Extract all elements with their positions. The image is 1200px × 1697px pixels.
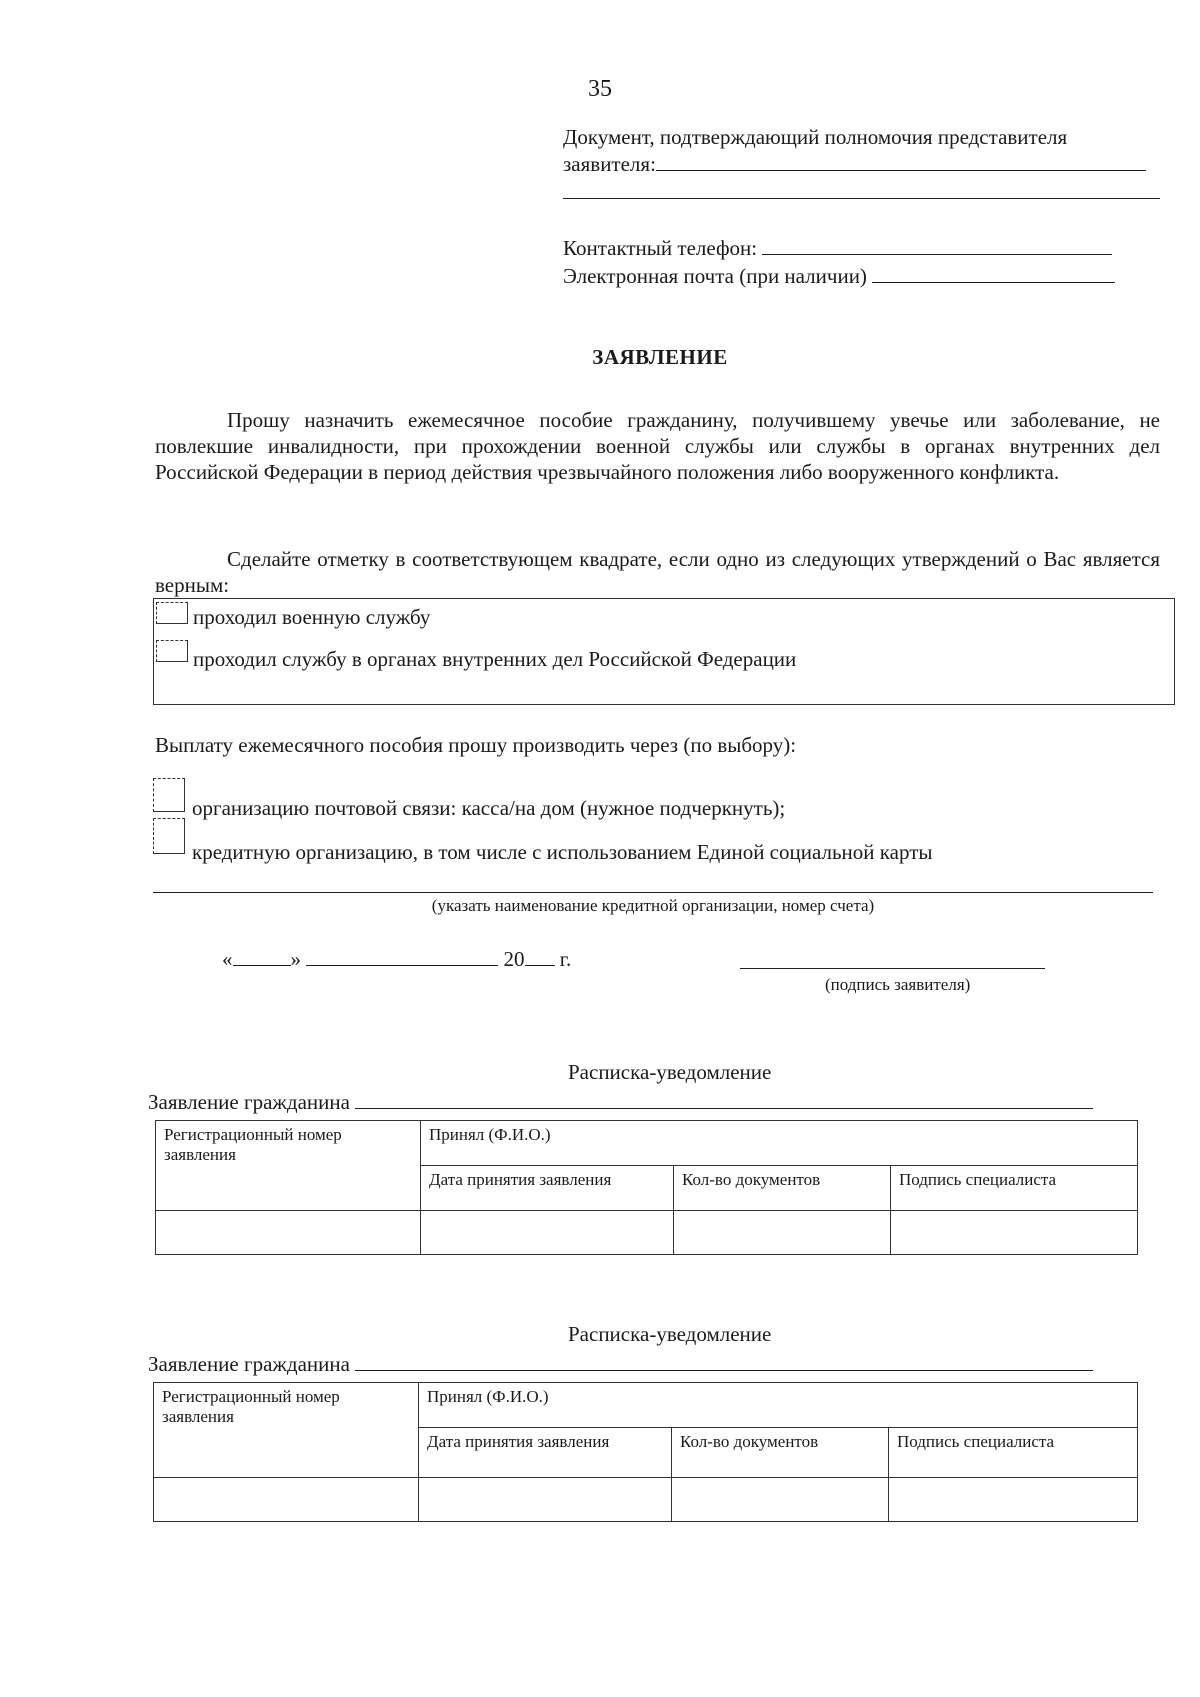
receipt-reg-number-1: Регистрационный номер заявления <box>156 1121 421 1211</box>
receipt-citizen-line-1 <box>148 1088 1093 1115</box>
receipt-citizen-label-2: Заявление гражданина <box>148 1352 350 1376</box>
date-close-quote: » <box>290 947 301 971</box>
receipt-title-1: Расписка-уведомление <box>568 1060 772 1084</box>
receipt-accepted-by-1: Принял (Ф.И.О.) <box>421 1121 1138 1166</box>
payment-option-bank: кредитную организацию, в том числе с использованием Единой социальной карты <box>192 840 933 864</box>
document-title: ЗАЯВЛЕНИЕ <box>592 345 728 369</box>
receipt-date-cell-2[interactable] <box>419 1478 672 1522</box>
receipt-date-accepted-1: Дата принятия заявления <box>421 1166 674 1211</box>
receipt-docs-count-2: Кол-во документов <box>672 1428 889 1478</box>
receipt-citizen-line-2 <box>148 1350 1093 1377</box>
bank-hint: (указать наименование кредитной организации, номер счета) <box>431 896 875 915</box>
year-prefix: 20 <box>503 947 525 971</box>
receipt-signature-cell-2[interactable] <box>889 1478 1138 1522</box>
contact-phone-field[interactable] <box>762 234 1112 255</box>
payment-option-post: организацию почтовой связи: касса/на дом (нужное подчеркнуть); <box>192 796 786 820</box>
applicant-field[interactable] <box>656 150 1146 171</box>
date-day-field[interactable] <box>233 945 291 966</box>
date-year-field[interactable] <box>525 945 555 966</box>
receipt-date-cell-1[interactable] <box>421 1211 674 1255</box>
applicant-line <box>563 150 1146 178</box>
receipt-docs-cell-1[interactable] <box>674 1211 891 1255</box>
receipt-reg-number-cell-1[interactable] <box>156 1211 421 1255</box>
applicant-field-line2[interactable] <box>563 198 1160 199</box>
receipt-specialist-signature-1: Подпись специалиста <box>891 1166 1138 1211</box>
receipt-table-1 <box>155 1120 1138 1255</box>
payment-option-checkbox-post[interactable] <box>153 778 185 812</box>
payment-option-checkbox-bank[interactable] <box>153 818 185 854</box>
year-suffix: г. <box>559 947 572 971</box>
receipt-title-2: Расписка-уведомление <box>568 1322 772 1346</box>
email-field[interactable] <box>872 262 1115 283</box>
date-line <box>222 945 571 972</box>
receipt-table-2 <box>153 1382 1138 1522</box>
receipt-citizen-field-1[interactable] <box>355 1088 1093 1109</box>
representative-doc-label: Документ, подтверждающий полномочия представителя <box>563 125 1068 149</box>
service-option-military: проходил военную службу <box>193 605 431 629</box>
contact-phone-label: Контактный телефон: <box>563 236 758 260</box>
receipt-signature-cell-1[interactable] <box>891 1211 1138 1255</box>
receipt-citizen-field-2[interactable] <box>355 1350 1093 1371</box>
date-month-field[interactable] <box>306 945 498 966</box>
signature-hint: (подпись заявителя) <box>825 975 971 994</box>
signature-field[interactable] <box>740 968 1045 969</box>
service-option-police: проходил службу в органах внутренних дел Российской Федерации <box>193 647 797 671</box>
service-option-checkbox-military[interactable] <box>156 602 188 624</box>
receipt-docs-cell-2[interactable] <box>672 1478 889 1522</box>
receipt-accepted-by-2: Принял (Ф.И.О.) <box>419 1383 1138 1428</box>
bank-details-field[interactable] <box>153 892 1153 893</box>
payment-label: Выплату ежемесячного пособия прошу производить через (по выбору): <box>155 733 797 757</box>
request-paragraph: Прошу назначить ежемесячное пособие гражданину, получившему увечье или заболевание, не повлекшие инвалидности, при прохождении военной службы или службы в органах внутренних дел Российской Федерации в период действия чрезвычайного положения либо вооруженного конфликта. <box>155 408 1160 484</box>
email-label: Электронная почта (при наличии) <box>563 264 867 288</box>
receipt-date-accepted-2: Дата принятия заявления <box>419 1428 672 1478</box>
contact-phone-line <box>563 234 1112 262</box>
date-open-quote: « <box>222 947 233 971</box>
receipt-specialist-signature-2: Подпись специалиста <box>889 1428 1138 1478</box>
service-option-checkbox-police[interactable] <box>156 640 188 662</box>
mark-instruction: Сделайте отметку в соответствующем квадрате, если одно из следующих утверждений о Вас является верным: <box>155 547 1160 597</box>
receipt-docs-count-1: Кол-во документов <box>674 1166 891 1211</box>
receipt-reg-number-cell-2[interactable] <box>154 1478 419 1522</box>
receipt-reg-number-2: Регистрационный номер заявления <box>154 1383 419 1478</box>
page-number: 35 <box>588 76 612 102</box>
receipt-citizen-label-1: Заявление гражданина <box>148 1090 350 1114</box>
email-line <box>563 262 1115 290</box>
applicant-label: заявителя: <box>563 152 656 176</box>
